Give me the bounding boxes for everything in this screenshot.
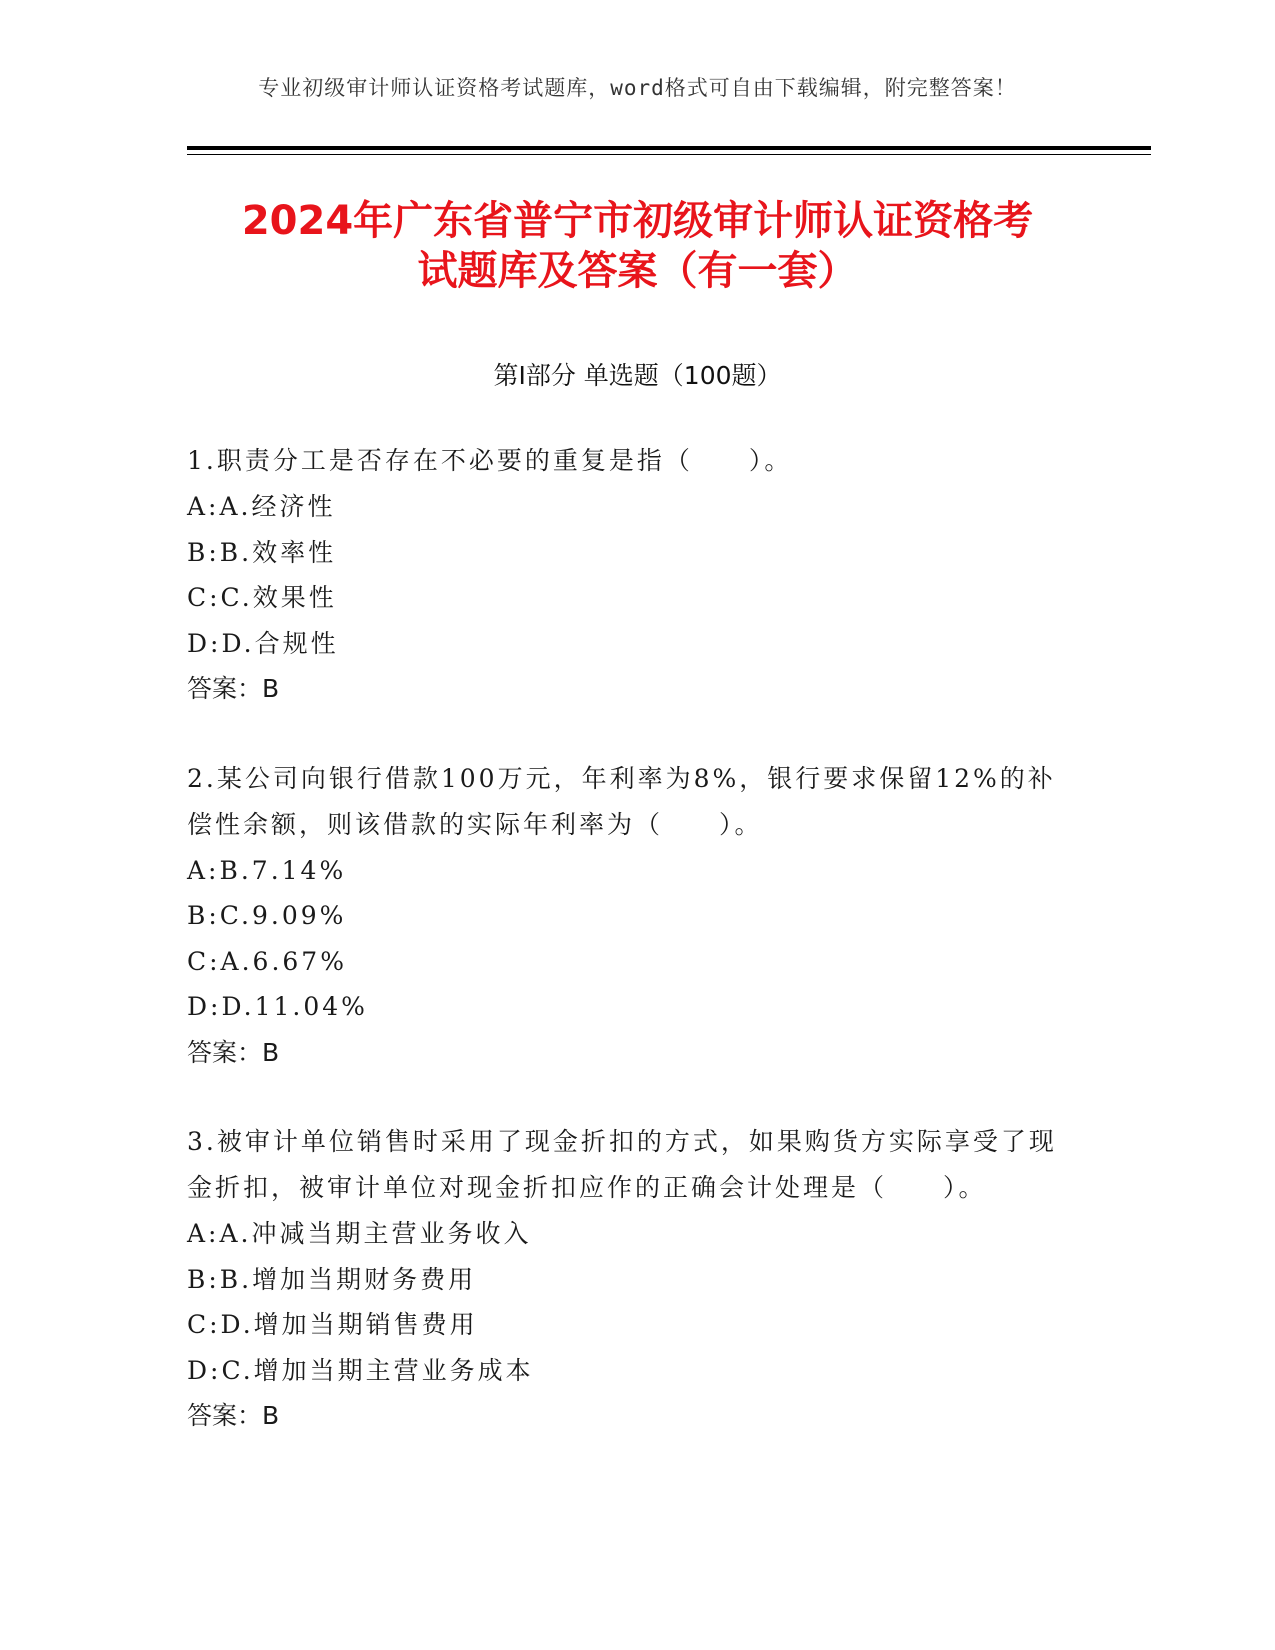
document-title-line-2: 试题库及答案（有一套） xyxy=(417,248,858,294)
option-d: D:C.增加当期主营业务成本 xyxy=(187,1355,534,1385)
option-a: A:A.经济性 xyxy=(187,492,336,521)
answer-line: 答案：B xyxy=(187,1401,280,1430)
document-title xyxy=(120,196,1155,296)
answer-line: 答案：B xyxy=(187,674,280,703)
option-c: C:A.6.67% xyxy=(187,946,347,976)
option-b: B:B.增加当期财务费用 xyxy=(187,1264,477,1294)
question-stem: 2.某公司向银行借款100万元，年利率为8%，银行要求保留12%的补偿性余额，则该借款的实际年利率为（ ）。 xyxy=(187,763,1056,839)
question-list xyxy=(187,438,1077,1483)
question-2 xyxy=(187,756,1077,1076)
question-3 xyxy=(187,1119,1077,1439)
option-d: D:D.合规性 xyxy=(187,628,339,658)
page-header: 专业初级审计师认证资格考试题库，word格式可自由下载编辑，附完整答案！ xyxy=(258,76,1017,100)
option-d: D:D.11.04% xyxy=(187,992,368,1021)
option-a: A:A.冲减当期主营业务收入 xyxy=(187,1219,532,1248)
question-stem: 3.被审计单位销售时采用了现金折扣的方式，如果购货方实际享受了现金折扣，被审计单位对现金折扣应作的正确会计处理是（ ）。 xyxy=(187,1127,1057,1202)
section-title: 第Ⅰ部分 单选题（100题） xyxy=(493,361,782,390)
option-b: B:C.9.09% xyxy=(187,901,347,930)
option-c: C:D.增加当期销售费用 xyxy=(187,1310,478,1339)
header-rule-thin xyxy=(187,154,1151,155)
answer-line: 答案：B xyxy=(187,1037,280,1067)
document-title-line-1: 2024年广东省普宁市初级审计师认证资格考 xyxy=(241,198,1034,244)
option-c: C:C.效果性 xyxy=(187,583,337,612)
question-1 xyxy=(187,438,1077,712)
header-rule-thick xyxy=(187,146,1151,150)
option-b: B:B.效率性 xyxy=(187,537,337,567)
option-a: A:B.7.14% xyxy=(187,855,347,885)
question-stem: 1.职责分工是否存在不必要的重复是指（ ）。 xyxy=(187,446,793,475)
